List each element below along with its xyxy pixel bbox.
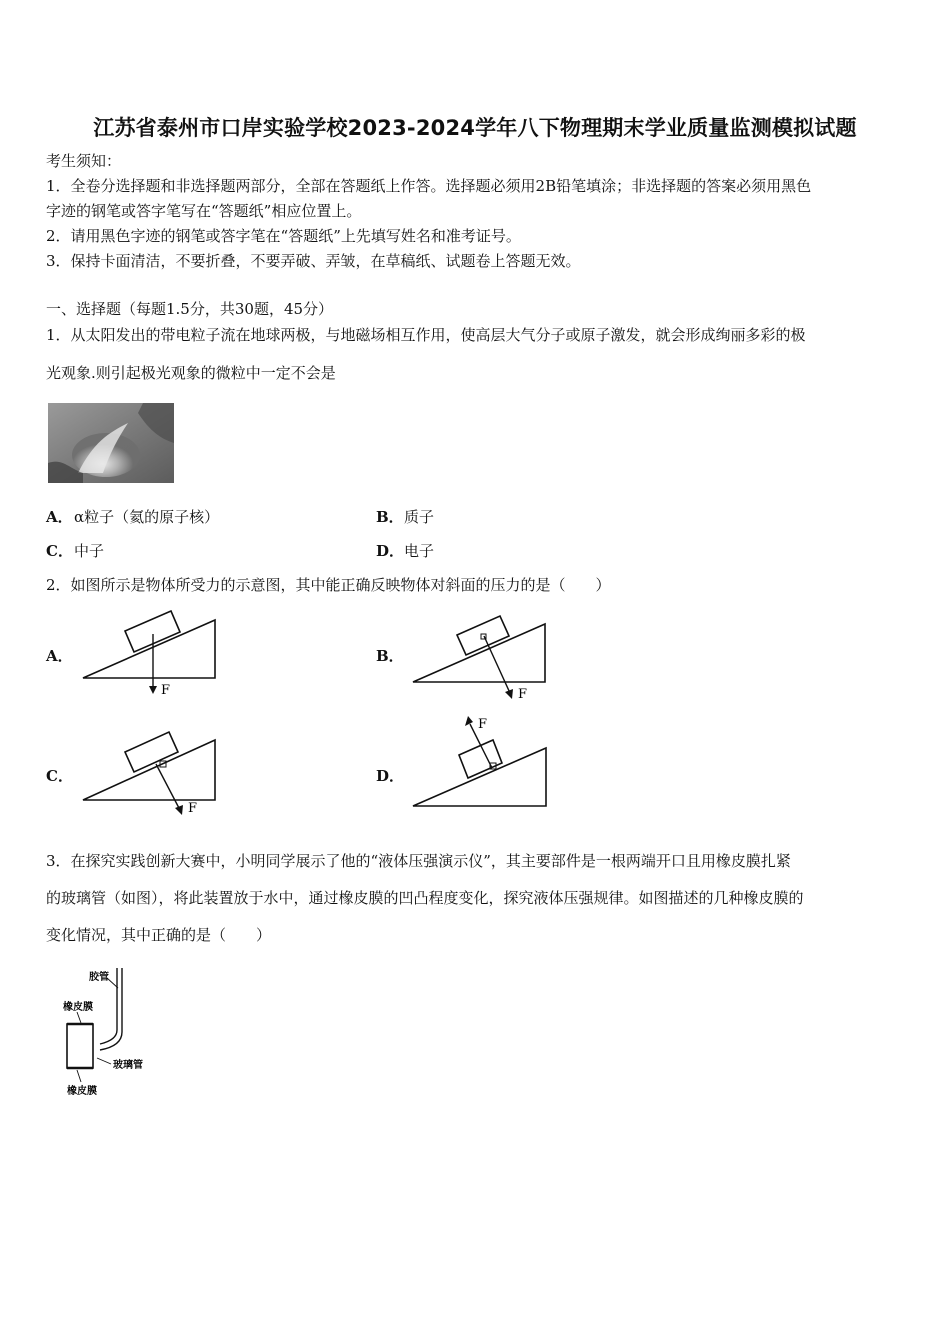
membrane-top-label: 橡皮膜 <box>63 1002 93 1013</box>
q1-option-d-text: 电子 <box>404 542 435 560</box>
q2-option-d-label: D． <box>376 767 405 785</box>
q1-option-b-label: B． <box>376 508 404 526</box>
q2-option-b-label: B． <box>376 647 404 665</box>
notice-item: 字迹的钢笔或答字笔写在“答题纸”相应位置上。 <box>46 202 362 220</box>
question-3-stem: 的玻璃管（如图），将此装置放于水中，通过橡皮膜的凹凸程度变化，探究液体压强规律。如图描述的几种橡皮膜的 <box>46 889 804 907</box>
hose-label: 胶管 <box>89 972 109 983</box>
incline-diagram-a <box>78 610 228 702</box>
q1-option-c-text: 中子 <box>74 542 105 560</box>
pressure-demonstrator-diagram <box>55 962 160 1102</box>
incline-diagram-d <box>408 712 558 812</box>
q1-option-d-label: D． <box>376 542 405 560</box>
question-3-stem: 变化情况，其中正确的是（ ） <box>46 926 272 944</box>
section-heading: 一、选择题（每题1.5分，共30题，45分） <box>46 300 334 318</box>
notice-heading: 考生须知： <box>46 152 122 170</box>
q2-option-c-label: C． <box>46 767 73 785</box>
glass-tube-label: 玻璃管 <box>113 1060 143 1071</box>
notice-item: 2．请用黑色字迹的钢笔或答字笔在“答题纸”上先填写姓名和准考证号。 <box>46 227 521 245</box>
q2-option-a-label: A． <box>46 647 73 665</box>
aurora-photo <box>48 403 174 483</box>
question-3-stem: 3．在探究实践创新大赛中，小明同学展示了他的“液体压强演示仪”，其主要部件是一根两端开口且用橡皮膜扎紧 <box>46 852 791 870</box>
q1-option-b-text: 质子 <box>404 508 435 526</box>
question-2-stem: 2．如图所示是物体所受力的示意图，其中能正确反映物体对斜面的压力的是（ ） <box>46 576 611 594</box>
force-label: F <box>518 687 528 702</box>
question-1-stem: 光观象.则引起极光观象的微粒中一定不会是 <box>46 364 336 382</box>
notice-item: 3．保持卡面清洁，不要折叠，不要弄破、弄皱，在草稿纸、试题卷上答题无效。 <box>46 252 581 270</box>
membrane-bottom-label: 橡皮膜 <box>67 1086 97 1097</box>
question-1-stem: 1．从太阳发出的带电粒子流在地球两极，与地磁场相互作用，使高层大气分子或原子激发，就会形成绚丽多彩的极 <box>46 326 806 344</box>
incline-diagram-c <box>78 728 228 820</box>
notice-item: 1．全卷分选择题和非选择题两部分，全部在答题纸上作答。选择题必须用2B铅笔填涂；非选择题的答案必须用黑色 <box>46 177 812 195</box>
force-label: F <box>188 801 198 816</box>
force-label: F <box>161 683 171 698</box>
force-label: F <box>478 717 488 732</box>
page-title: 江苏省泰州市口岸实验学校2023-2024学年八下物理期末学业质量监测模拟试题 <box>93 116 857 140</box>
q1-option-a-text: α粒子（氦的原子核） <box>74 508 220 526</box>
incline-diagram-b <box>408 614 558 706</box>
q1-option-a-label: A． <box>46 508 73 526</box>
q1-option-c-label: C． <box>46 542 73 560</box>
